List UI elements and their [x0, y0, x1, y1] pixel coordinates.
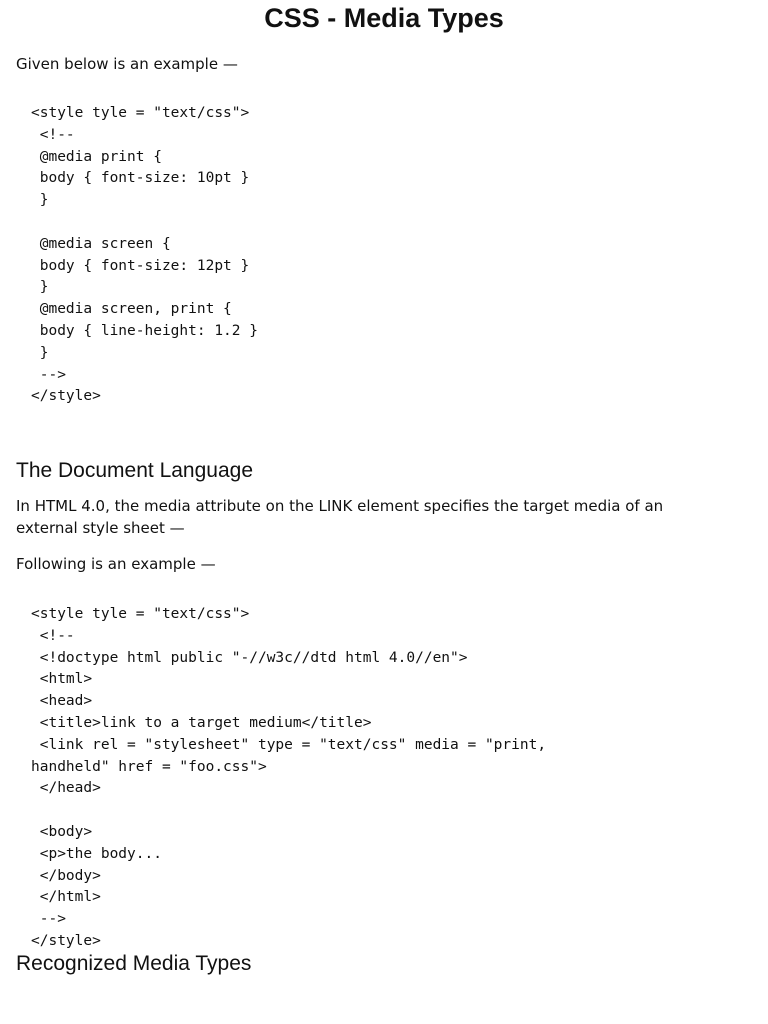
- intro-text: Given below is an example —: [16, 55, 238, 73]
- following-text: Following is an example —: [16, 555, 216, 573]
- code-block-link-example: <style tyle = "text/css"> <!-- <!doctype html public "-//w3c//dtd html 4.0//en"> <html> <head> <title>link to a target medium</title> <link rel = "stylesheet" type = "text/css" media = "print, handheld" href = "foo.css"> </head> <body> <p>the body... </body> </html> --> </style>: [31, 606, 547, 949]
- page-title: CSS - Media Types: [264, 3, 504, 33]
- heading-document-language: The Document Language: [16, 459, 253, 482]
- document-language-text: In HTML 4.0, the media attribute on the LINK element specifies the target media of an external style sheet —: [16, 497, 664, 537]
- heading-recognized-media-types: Recognized Media Types: [16, 952, 252, 975]
- code-block-media-example: <style tyle = "text/css"> <!-- @media print { body { font-size: 10pt } } @media screen { body { font-size: 12pt } } @media screen, print { body { line-height: 1.2 } } --> </style>: [31, 105, 258, 405]
